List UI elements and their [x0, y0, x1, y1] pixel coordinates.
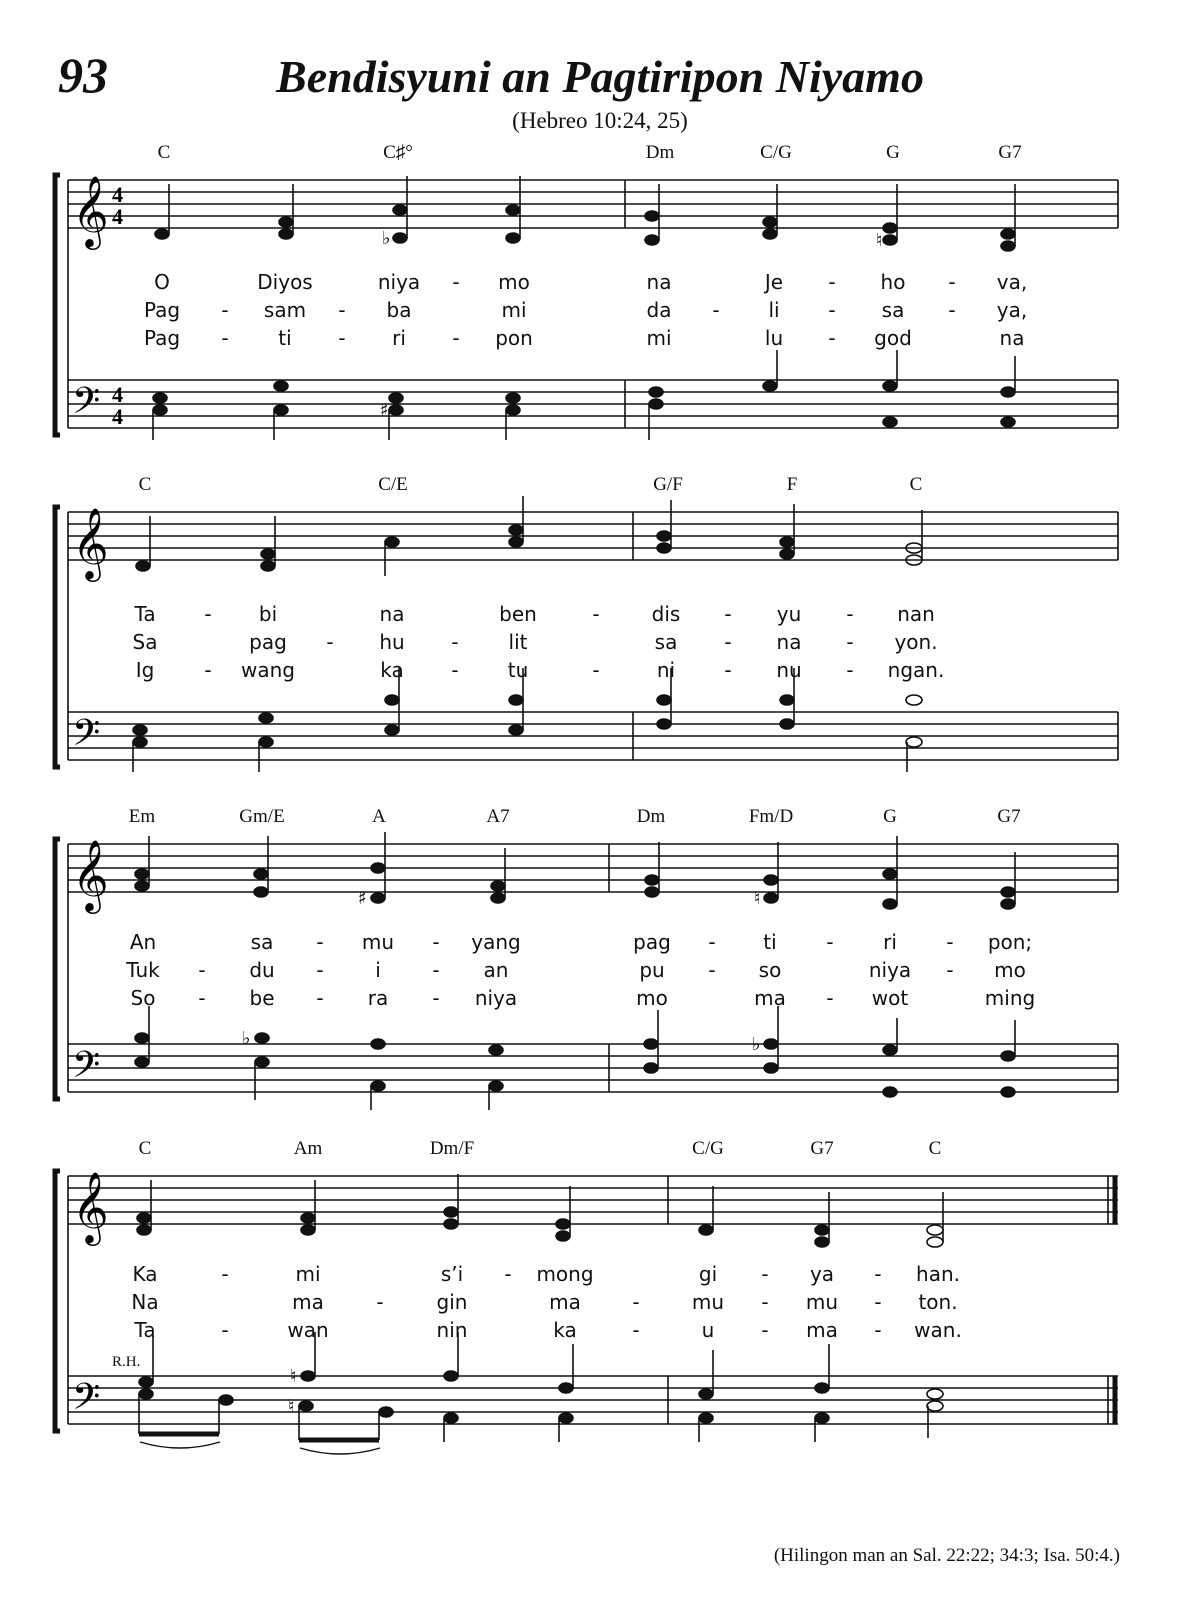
lyric-syllable: han. [916, 1262, 960, 1286]
song-number: 93 [58, 47, 108, 103]
lyric-syllable: hu [379, 630, 405, 654]
lyric-syllable: sa [881, 298, 905, 322]
lyric-syllable: ben [499, 602, 537, 626]
lyric-syllable: li [768, 298, 780, 322]
music-system-1 [0, 140, 1200, 470]
lyric-syllable: Na [131, 1290, 159, 1314]
lyric-syllable: Diyos [257, 270, 313, 294]
lyric-syllable: nan [897, 602, 935, 626]
lyric-line-verse-3: Ig - wang ka - tu - ni - nu - ngan. [135, 658, 945, 682]
lyric-syllable: sam [263, 298, 307, 322]
lyric-syllable: mo [994, 958, 1026, 982]
lyric-syllable: Ig [135, 658, 155, 682]
chord-symbol: C [157, 142, 171, 163]
music-system-3 [0, 804, 1200, 1134]
bass-clef-icon: 𝄢 [72, 712, 101, 763]
lyric-syllable: Je [764, 270, 784, 294]
bass-clef-icon: 𝄢 [72, 1376, 101, 1427]
lyric-syllable: wang [241, 658, 295, 682]
lyric-syllable: mu [361, 930, 395, 954]
lyric-syllable: du [249, 958, 275, 982]
lyric-syllable: ngan. [887, 658, 945, 682]
lyric-line-verse-3: So - be - ra - niya mo ma - wot ming [130, 986, 1036, 1010]
svg-text:4: 4 [112, 404, 123, 429]
lyric-syllable: ming [984, 986, 1036, 1010]
lyric-syllable: yang [471, 930, 521, 954]
chord-symbol: G7 [998, 142, 1022, 163]
lyric-syllable: mu [691, 1290, 725, 1314]
lyric-syllable: gi [698, 1262, 718, 1286]
lyric-syllable: nu [776, 658, 802, 682]
lyric-syllable: nin [436, 1318, 468, 1342]
chord-symbol: C/G [692, 1138, 724, 1159]
svg-text:4: 4 [112, 182, 123, 207]
lyric-syllable: niya [474, 986, 518, 1010]
chord-symbol: A [372, 806, 386, 827]
lyric-syllable: ma [806, 1318, 838, 1342]
lyric-syllable: Sa [132, 630, 158, 654]
lyric-syllable: O [154, 270, 170, 294]
lyric-syllable: bi [258, 602, 278, 626]
lyric-syllable: ton. [918, 1290, 958, 1314]
chord-symbol: Em [128, 806, 156, 827]
treble-clef-icon: 𝄞 [72, 506, 109, 579]
lyric-syllable: god [874, 326, 912, 350]
lyric-line-verse-2: Na ma - gin ma - mu - mu - ton. [131, 1290, 958, 1314]
lyric-syllable: sa [250, 930, 274, 954]
svg-text:♭: ♭ [752, 1034, 761, 1055]
treble-clef-icon: 𝄞 [72, 1170, 109, 1243]
chord-symbol: Fm/D [748, 806, 794, 827]
lyric-syllable: u [701, 1318, 715, 1342]
chord-symbol: C [909, 474, 923, 495]
svg-text:♭: ♭ [382, 228, 391, 249]
lyric-syllable: ya, [996, 298, 1028, 322]
lyric-syllable: ti [278, 326, 292, 350]
lyric-syllable: s’i [440, 1262, 464, 1286]
lyric-line-verse-2: Tuk - du - i - an pu - so niya - mo [126, 958, 1026, 982]
bass-clef-icon: 𝄢 [72, 380, 101, 431]
chord-symbol: Dm/F [429, 1138, 475, 1159]
lyric-syllable: Ta [134, 602, 156, 626]
chord-symbol: C [138, 1138, 152, 1159]
lyric-syllable: mo [498, 270, 530, 294]
chord-symbol: C/E [378, 474, 408, 495]
lyric-syllable: ka [553, 1318, 577, 1342]
lyric-line-verse-3: Pag - ti - ri - pon mi lu - god na [143, 326, 1025, 350]
chord-symbol: Am [293, 1138, 323, 1159]
chord-symbol: G [883, 806, 897, 827]
lyric-syllable: pag [249, 630, 287, 654]
treble-clef-icon: 𝄞 [72, 174, 109, 247]
lyric-syllable: pon [495, 326, 533, 350]
right-hand-mark: R.H. [112, 1354, 141, 1370]
lyric-syllable: ri [883, 930, 897, 954]
lyric-syllable: tu [507, 658, 529, 682]
lyric-syllable: an [483, 958, 509, 982]
lyric-syllable: mo [636, 986, 668, 1010]
lyric-line-verse-1: Ka - mi s’i - mong gi - ya - han. [132, 1262, 960, 1286]
lyric-syllable: mi [646, 326, 672, 350]
music-system-4 [0, 1136, 1200, 1466]
bass-clef-icon: 𝄢 [72, 1044, 101, 1095]
lyric-syllable: ho [880, 270, 906, 294]
svg-text:♮: ♮ [754, 888, 761, 909]
chord-symbol: C [928, 1138, 942, 1159]
lyric-syllable: ba [386, 298, 412, 322]
svg-text:4: 4 [112, 204, 123, 229]
chord-symbol: C♯° [383, 142, 413, 163]
lyric-syllable: ma [549, 1290, 581, 1314]
lyric-syllable: pu [639, 958, 665, 982]
chord-symbol: F [786, 474, 798, 495]
lyric-syllable: mi [501, 298, 527, 322]
lyric-syllable: va, [996, 270, 1028, 294]
svg-text:♮: ♮ [876, 230, 883, 251]
chord-symbol: Dm [645, 142, 675, 163]
lyric-line-verse-2: Sa pag - hu - lit sa - na - yon. [132, 630, 938, 654]
lyric-line-verse-1: O Diyos niya - mo na Je - ho - va, [154, 270, 1028, 294]
lyric-syllable: na [999, 326, 1025, 350]
lyric-syllable: Tuk [126, 958, 160, 982]
lyric-syllable: ri [392, 326, 406, 350]
svg-text:♮: ♮ [288, 1396, 295, 1417]
lyric-syllable: ti [763, 930, 777, 954]
lyric-syllable: pag [633, 930, 671, 954]
chord-symbol: G7 [810, 1138, 834, 1159]
lyric-line-verse-3: Ta - wan nin ka - u - ma - wan. [134, 1318, 962, 1342]
lyric-syllable: pon; [987, 930, 1033, 954]
svg-text:♭: ♭ [242, 1028, 251, 1049]
lyric-syllable: na [379, 602, 405, 626]
lyric-syllable: So [130, 986, 156, 1010]
chord-symbol: G/F [653, 474, 683, 495]
svg-text:♯: ♯ [380, 400, 389, 421]
lyric-syllable: niya [377, 270, 421, 294]
lyric-syllable: Ka [132, 1262, 158, 1286]
lyric-syllable: Pag [143, 326, 181, 350]
lyric-syllable: be [249, 986, 275, 1010]
lyric-syllable: Pag [143, 298, 181, 322]
chord-symbol: G [886, 142, 900, 163]
treble-clef-icon: 𝄞 [72, 838, 109, 911]
lyric-syllable: wan [287, 1318, 329, 1342]
lyric-syllable: mi [295, 1262, 321, 1286]
chord-symbol: G7 [997, 806, 1021, 827]
lyric-syllable: ni [656, 658, 676, 682]
lyric-syllable: ka [380, 658, 404, 682]
lyric-syllable: so [758, 958, 782, 982]
lyric-line-verse-1: An sa - mu - yang pag - ti - ri - pon; [129, 930, 1033, 954]
lyric-line-verse-2: Pag - sam - ba mi da - li - sa - ya, [143, 298, 1028, 322]
lyric-syllable: An [129, 930, 157, 954]
lyric-syllable: ya [809, 1262, 835, 1286]
song-reference: (Hebreo 10:24, 25) [512, 108, 688, 133]
music-system-2 [0, 472, 1200, 802]
lyric-syllable: ma [754, 986, 786, 1010]
footer-note: (Hilingon man an Sal. 22:22; 34:3; Isa. 50:4.) [773, 1545, 1120, 1566]
lyric-syllable: lit [508, 630, 528, 654]
lyric-line-verse-1: Ta - bi na ben - dis - yu - nan [134, 602, 935, 626]
lyric-syllable: yu [776, 602, 802, 626]
chord-symbol: A7 [486, 806, 510, 827]
lyric-syllable: na [646, 270, 672, 294]
chord-symbol: C [138, 474, 152, 495]
svg-text:♯: ♯ [358, 888, 367, 909]
lyric-syllable: ma [292, 1290, 324, 1314]
lyric-syllable: i [375, 958, 381, 982]
lyric-syllable: da [646, 298, 672, 322]
chord-symbol: Gm/E [239, 806, 285, 827]
lyric-syllable: wot [871, 986, 909, 1010]
svg-text:♮: ♮ [290, 1366, 297, 1387]
lyric-syllable: wan. [914, 1318, 962, 1342]
lyric-syllable: mu [805, 1290, 839, 1314]
lyric-syllable: gin [436, 1290, 468, 1314]
chord-symbol: Dm [636, 806, 666, 827]
lyric-syllable: lu [764, 326, 784, 350]
lyric-syllable: niya [868, 958, 912, 982]
song-title: Bendisyuni an Pagtiripon Niyamo [276, 51, 924, 102]
lyric-syllable: yon. [894, 630, 938, 654]
lyric-syllable: na [776, 630, 802, 654]
lyric-syllable: dis [651, 602, 681, 626]
chord-symbol: C/G [760, 142, 792, 163]
lyric-syllable: ra [367, 986, 389, 1010]
lyric-syllable: sa [654, 630, 678, 654]
lyric-syllable: mong [536, 1262, 594, 1286]
lyric-syllable: Ta [134, 1318, 156, 1342]
svg-text:4: 4 [112, 382, 123, 407]
